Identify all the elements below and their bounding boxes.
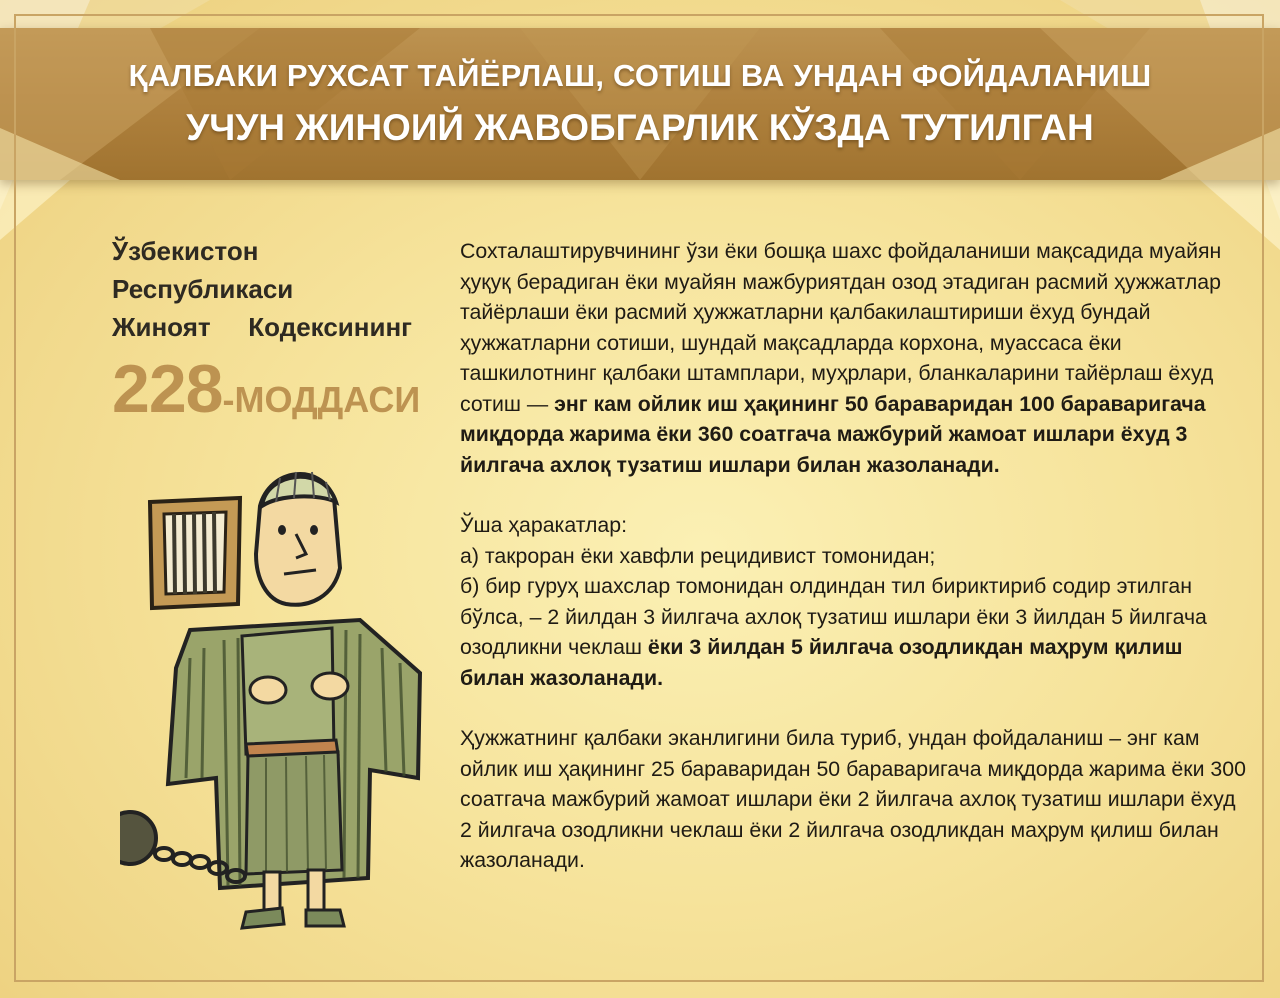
- article-number: 228: [112, 351, 223, 427]
- paragraph-1-text: Сохталаштирувчининг ўзи ёки бошқа шахс фойдаланиши мақсадида муайян ҳуқуқ берадиган ёки муайян мажбуриятдан озод этадиган расмий ҳужжатлар тайёрлаши ёки расмий ҳужжатларни қалбакилаштириши ёхуд бундай ҳужжатларни сотиши, шундай мақсадларда корхона, муассаса ёки ташкилотнинг қалбаки штамплари, муҳрлари, бланкаларини тайёрлаш ёхуд сотиш —: [460, 239, 1222, 416]
- article-reference: [112, 350, 421, 428]
- paragraph-2-item-b: б) бир гуруҳ шахслар томонидан олдиндан тил бириктириб содир этилган бўлса, – 2 йилдан 3 йилгача ахлоқ тузатиш ишлари ёки 3 йилдан 5 йилгача озодликни чеклаш: [460, 574, 1207, 659]
- paragraph-2-item-a: а) такроран ёки хавфли рецидивист томонидан;: [460, 543, 936, 568]
- prisoner-illustration: [120, 458, 450, 958]
- legal-source: [112, 232, 421, 428]
- paragraph-2-intro: Ўша ҳаракатлар:: [460, 513, 628, 537]
- source-line-2: Жиноят Кодексининг: [112, 312, 412, 342]
- paragraph-3-text: Ҳужжатнинг қалбаки эканлигини била туриб, ундан фойдаланиш – энг кам ойлик иш ҳақининг 25 бараваридан 50 бараваригача миқдорда жарима ёки 300 соатгача мажбурий жамоат ишлари ёки 2 йилгача ахлоқ тузатиш ишлари ёхуд 2 йилгача озодликни чеклаш ёки 2 йилгача озодликдан маҳрум қилиш билан жазоланади.: [460, 726, 1246, 872]
- paragraph-1-penalty: энг кам ойлик иш ҳақининг 50 бараваридан 100 бараваригача миқдорда жарима ёки 360 соатгача мажбурий жамоат ишлари ёхуд 3 йилгача ахлоқ тузатиш ишлари билан жазоланади.: [460, 391, 1206, 477]
- paragraph-2: [460, 510, 1250, 693]
- paragraph-2-penalty: ёки 3 йилдан 5 йилгача озодликдан маҳрум қилиш билан жазоланади.: [460, 635, 1183, 690]
- source-line-1: Ўзбекистон Республикаси: [112, 236, 294, 304]
- paragraph-3: [460, 723, 1250, 876]
- paragraph-1: [460, 236, 1250, 480]
- page-title: [0, 52, 1280, 156]
- title-line-2: УЧУН ЖИНОИЙ ЖАВОБГАРЛИК КЎЗДА ТУТИЛГАН: [186, 107, 1094, 148]
- article-word: -МОДДАСИ: [222, 379, 421, 420]
- title-line-1: ҚАЛБАКИ РУХСАТ ТАЙЁРЛАШ, СОТИШ ВА УНДАН ФОЙДАЛАНИШ: [128, 58, 1152, 93]
- article-text: [460, 236, 1250, 906]
- barred-window-icon: [150, 498, 240, 608]
